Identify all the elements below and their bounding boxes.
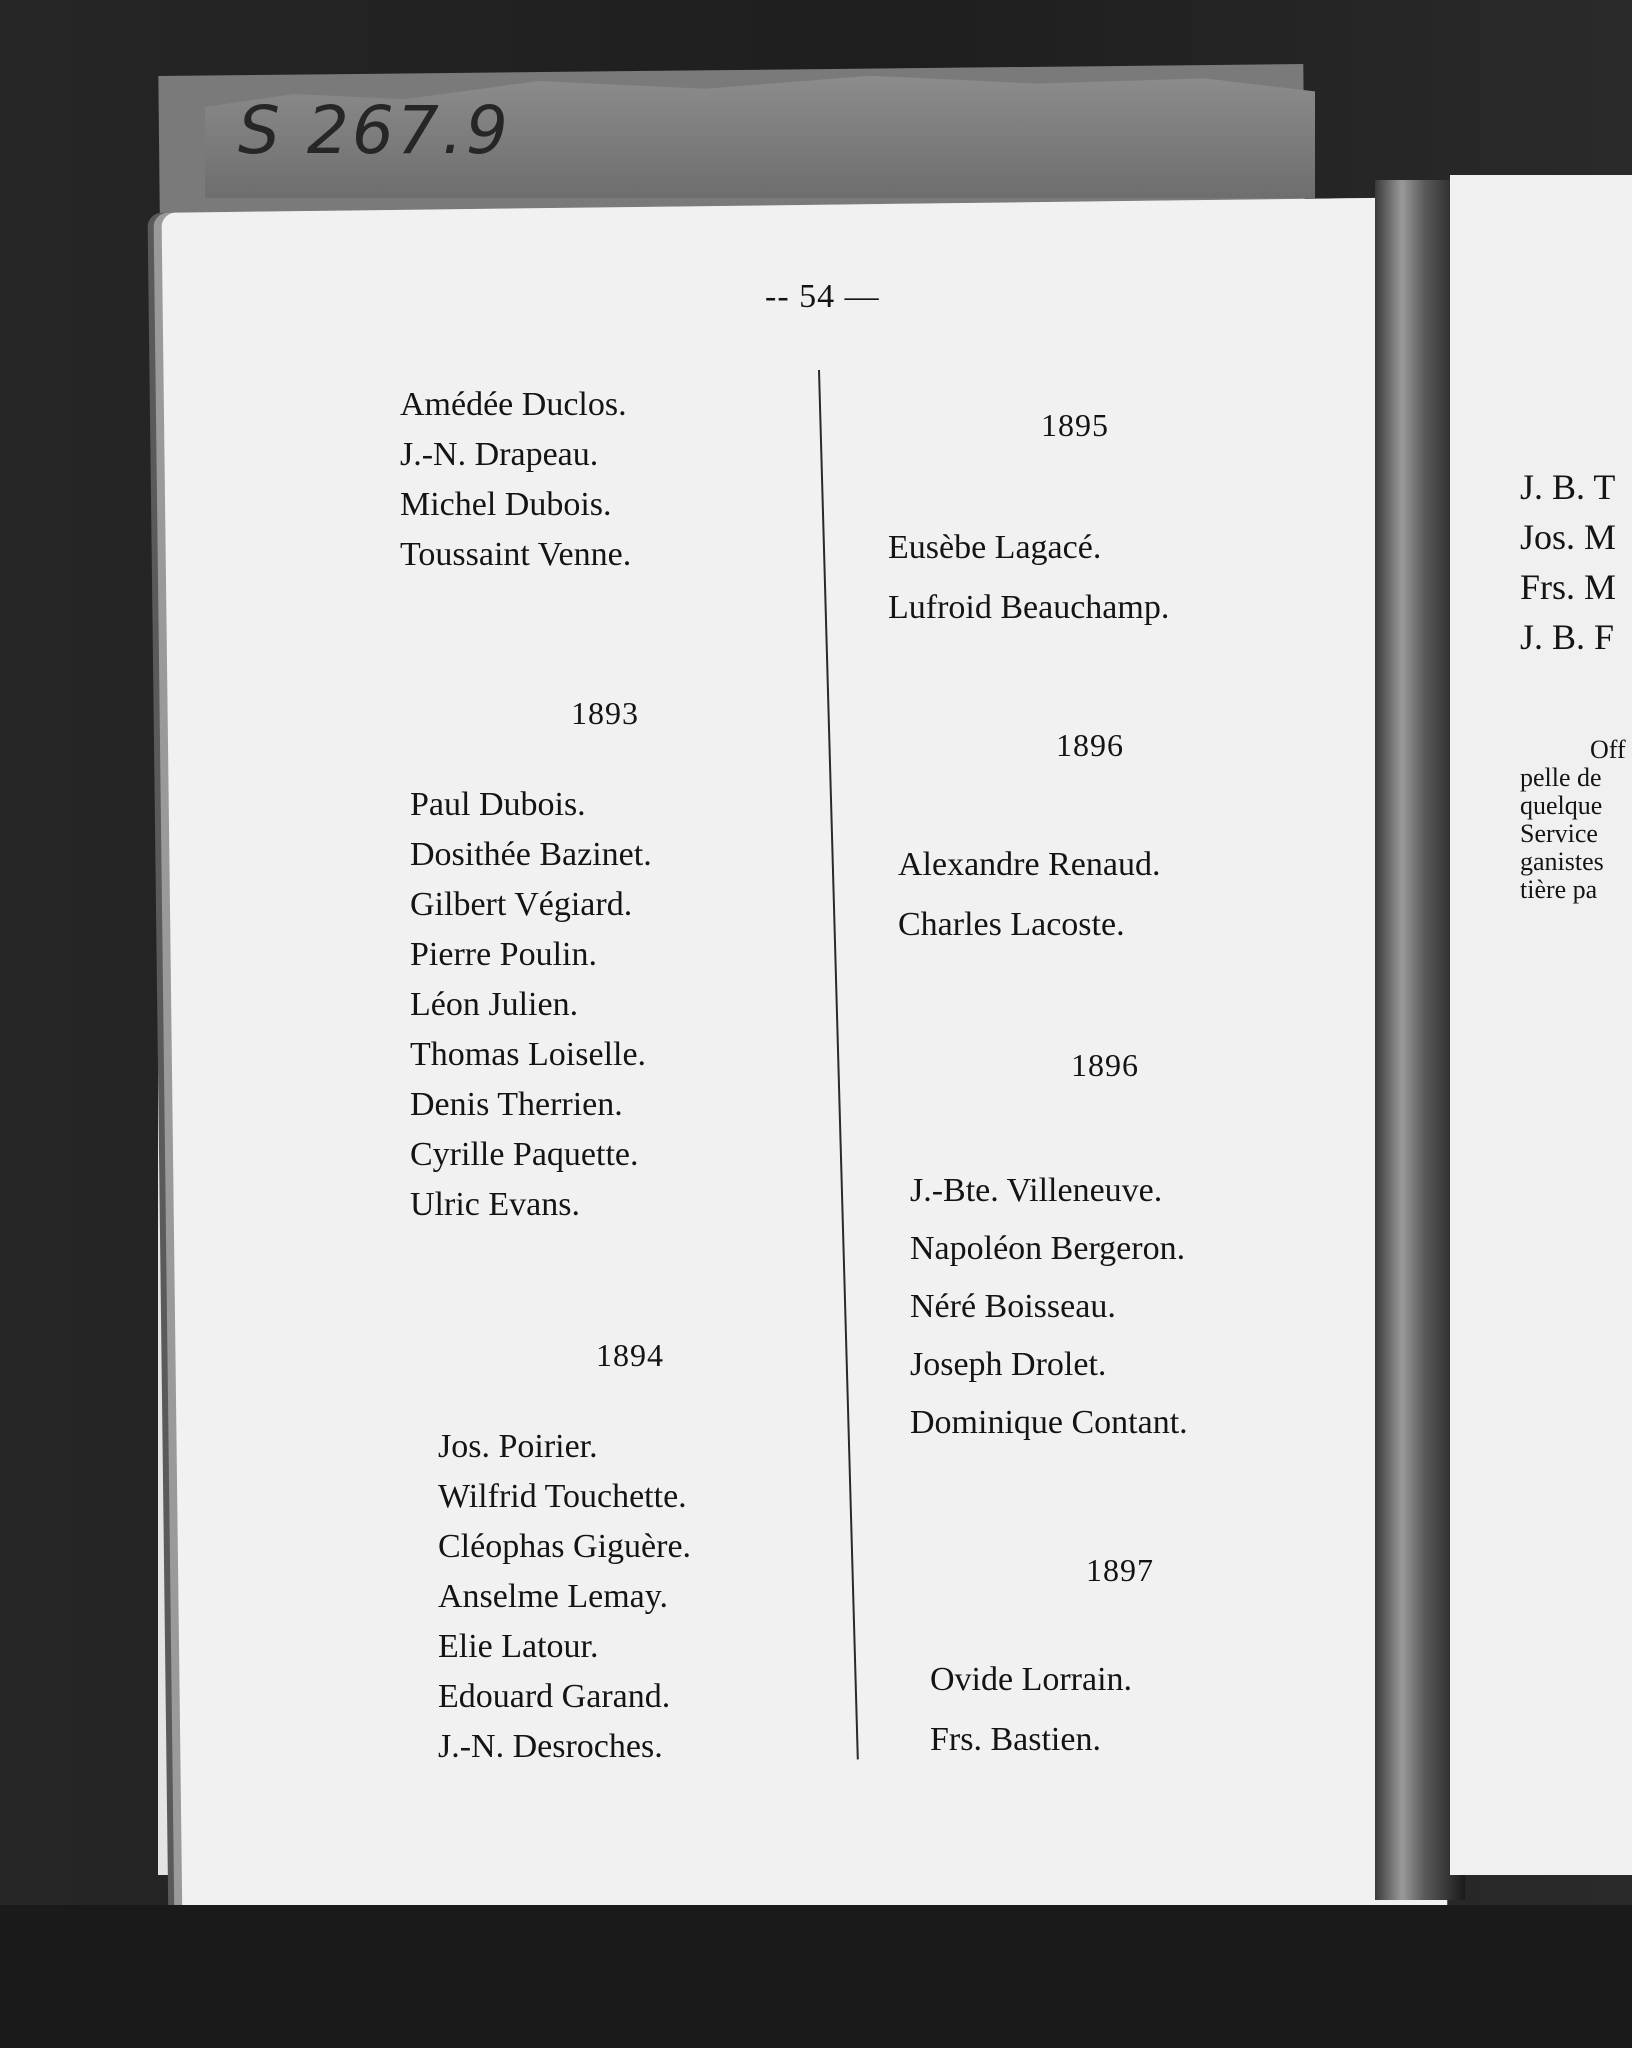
name-entry: J.-Bte. Villeneuve.: [910, 1172, 1163, 1209]
names-1895: [888, 518, 1169, 638]
name-entry: Elie Latour.: [438, 1628, 599, 1665]
name-entry: Jos. Poirier.: [438, 1428, 598, 1465]
name-entry: J.-N. Drapeau.: [400, 436, 599, 473]
year-heading-1893: 1893: [571, 695, 639, 731]
archive-catalog-mark: S 267.9: [238, 92, 511, 169]
name-entry: Toussaint Venne.: [400, 536, 632, 573]
paragraph-line: pelle de: [1520, 763, 1602, 792]
name-entry: Ovide Lorrain.: [930, 1661, 1133, 1698]
name-entry: Dominique Contant.: [910, 1404, 1188, 1441]
name-entry: Edouard Garand.: [438, 1678, 671, 1715]
names-1896-first: [898, 835, 1160, 955]
year-heading-1895: 1895: [1041, 407, 1109, 443]
page-number: -- 54 —: [765, 278, 880, 315]
name-entry: Néré Boisseau.: [910, 1288, 1116, 1325]
paragraph-line: quelque: [1520, 791, 1603, 820]
name-entry: Pierre Poulin.: [410, 936, 597, 973]
name-entry: Alexandre Renaud.: [898, 846, 1161, 883]
name-entry: J.-N. Desroches.: [438, 1728, 663, 1765]
name-entry: Napoléon Bergeron.: [910, 1230, 1186, 1267]
name-entry: J. B. T: [1520, 467, 1616, 507]
name-entry: Cléophas Giguère.: [438, 1528, 692, 1565]
name-entry: Amédée Duclos.: [400, 386, 627, 423]
name-entry: J. B. F: [1520, 617, 1615, 657]
facing-page-names: [1520, 462, 1632, 662]
name-entry: Eusèbe Lagacé.: [888, 529, 1102, 566]
paragraph-line: Off: [1590, 736, 1626, 764]
name-entry: Cyrille Paquette.: [410, 1136, 639, 1173]
paragraph-line: ganistes: [1520, 847, 1604, 876]
name-entry: Lufroid Beauchamp.: [888, 589, 1170, 626]
name-entry: Frs. Bastien.: [930, 1721, 1101, 1758]
name-entry: Wilfrid Touchette.: [438, 1478, 687, 1515]
name-entry: Joseph Drolet.: [910, 1346, 1107, 1383]
year-heading-1896-first: 1896: [1056, 727, 1124, 763]
names-1897: [930, 1650, 1132, 1770]
name-entry: Denis Therrien.: [410, 1086, 623, 1123]
facing-page: [1450, 175, 1632, 1875]
names-1896-second: [910, 1162, 1188, 1452]
year-heading-1897: 1897: [1086, 1552, 1154, 1588]
name-entry: Thomas Loiselle.: [410, 1036, 647, 1073]
name-entry: Paul Dubois.: [410, 786, 586, 823]
name-entry: Jos. M: [1520, 517, 1617, 557]
name-entry: Frs. M: [1520, 567, 1617, 607]
name-entry: Michel Dubois.: [400, 486, 612, 523]
name-entry: Dosithée Bazinet.: [410, 836, 652, 873]
name-entry: Anselme Lemay.: [438, 1578, 669, 1615]
scan-background-band: [0, 1905, 1632, 2048]
names-1894: [438, 1422, 691, 1772]
year-heading-1894: 1894: [596, 1337, 664, 1373]
facing-page-paragraph: [1520, 736, 1632, 904]
name-entry: Charles Lacoste.: [898, 906, 1125, 943]
paragraph-line: Service: [1520, 819, 1598, 848]
paragraph-line: tière pa: [1520, 875, 1598, 904]
name-entry: Ulric Evans.: [410, 1186, 580, 1223]
year-heading-1896-second: 1896: [1071, 1047, 1139, 1083]
name-entry: Léon Julien.: [410, 986, 579, 1023]
left-page: [162, 197, 1448, 1937]
names-1893: [410, 780, 652, 1230]
name-entry: Gilbert Végiard.: [410, 886, 633, 923]
left-top-names: [400, 380, 631, 580]
